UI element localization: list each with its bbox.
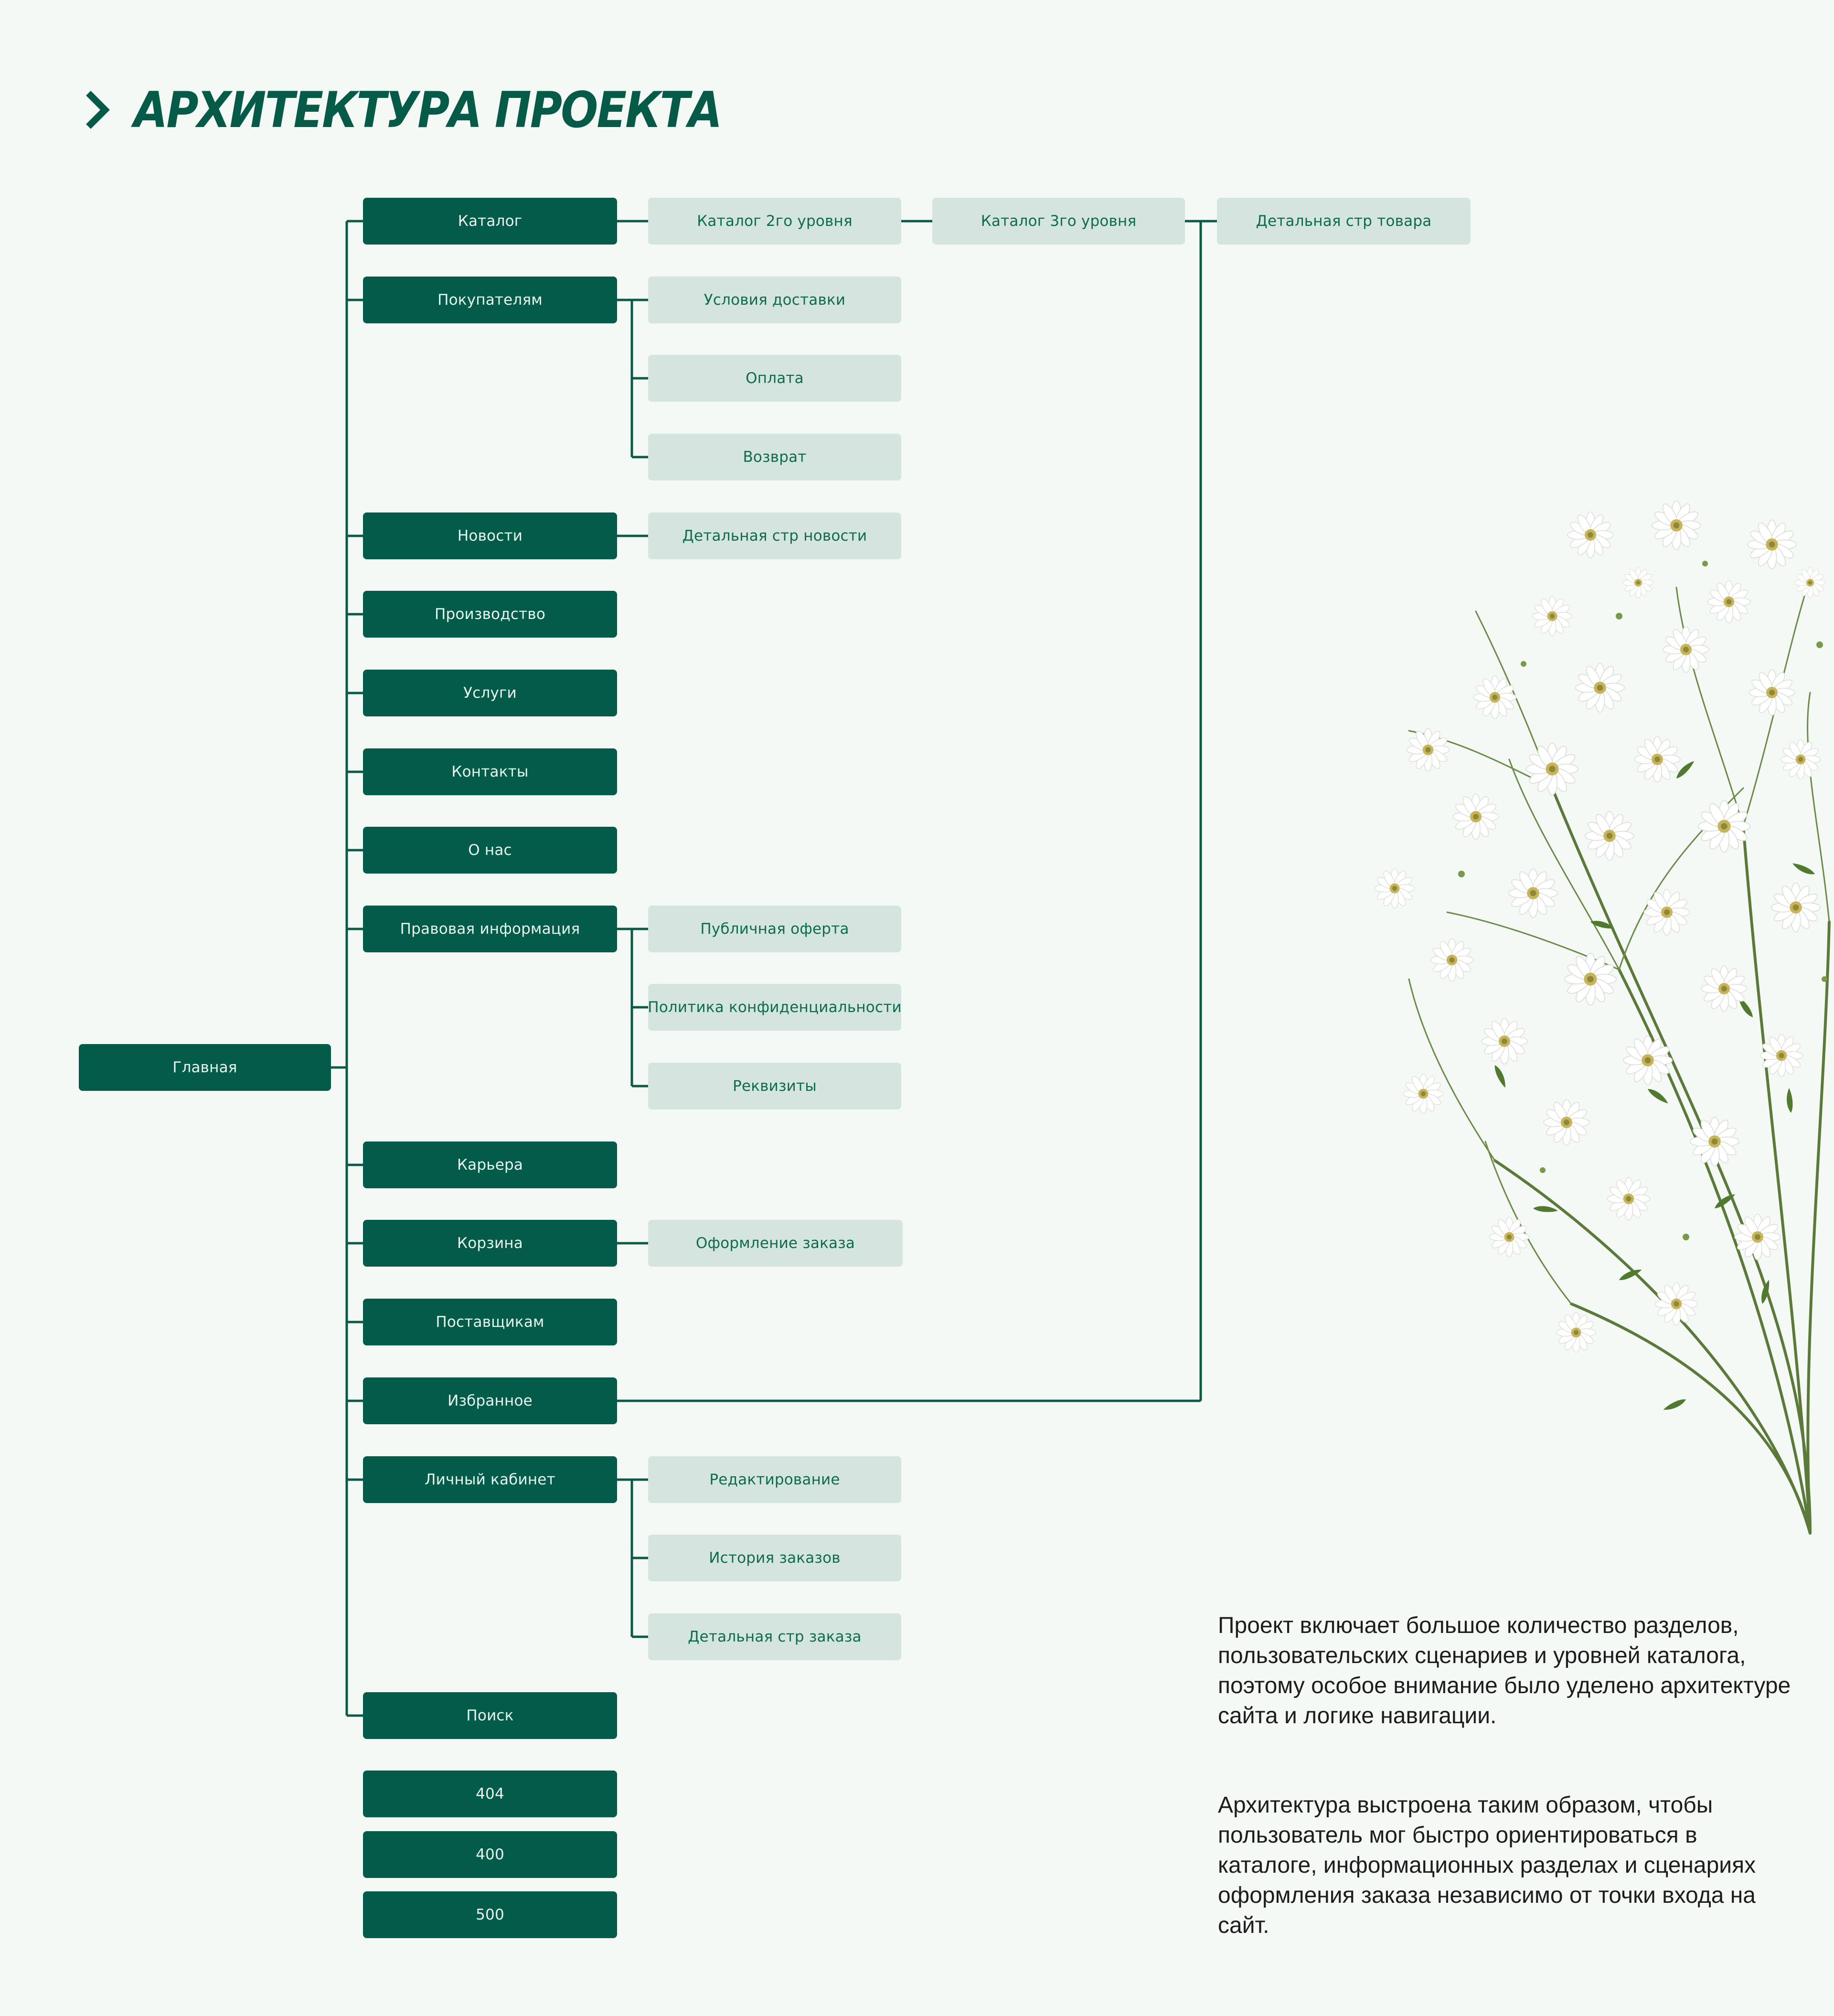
node-cart[interactable]: Корзина bbox=[363, 1220, 617, 1267]
node-root[interactable]: Главная bbox=[79, 1044, 331, 1091]
node-order-detail[interactable]: Детальная стр заказа bbox=[648, 1613, 901, 1660]
node-career[interactable]: Карьера bbox=[363, 1141, 617, 1188]
node-requisites[interactable]: Реквизиты bbox=[648, 1063, 901, 1109]
node-production[interactable]: Производство bbox=[363, 591, 617, 638]
node-payment[interactable]: Оплата bbox=[648, 355, 901, 402]
node-suppliers[interactable]: Поставщикам bbox=[363, 1299, 617, 1345]
node-public-offer[interactable]: Публичная оферта bbox=[648, 906, 901, 952]
node-account[interactable]: Личный кабинет bbox=[363, 1456, 617, 1503]
node-catalog[interactable]: Каталог bbox=[363, 198, 617, 245]
node-news-detail[interactable]: Детальная стр новости bbox=[648, 512, 901, 559]
node-error-400[interactable]: 400 bbox=[363, 1831, 617, 1878]
node-edit-profile[interactable]: Редактирование bbox=[648, 1456, 901, 1503]
node-returns[interactable]: Возврат bbox=[648, 434, 901, 480]
node-about[interactable]: О нас bbox=[363, 827, 617, 874]
chamomile-bouquet-illustration bbox=[1352, 492, 1834, 1543]
description-paragraph-1: Проект включает большое количество разделов, пользовательских сценариев и уровней каталога, поэтому особое внимание было уделено архитектуре сайта и логике навигации. bbox=[1218, 1613, 1791, 1728]
node-services[interactable]: Услуги bbox=[363, 670, 617, 716]
node-delivery-terms[interactable]: Условия доставки bbox=[648, 277, 901, 323]
node-error-404[interactable]: 404 bbox=[363, 1771, 617, 1817]
node-contacts[interactable]: Контакты bbox=[363, 748, 617, 795]
title-text: АРХИТЕКТУРА ПРОЕКТА bbox=[134, 81, 721, 139]
node-product-detail[interactable]: Детальная стр товара bbox=[1217, 198, 1471, 245]
page-title bbox=[86, 81, 721, 139]
node-catalog-level2[interactable]: Каталог 2го уровня bbox=[648, 198, 901, 245]
node-favorites[interactable]: Избранное bbox=[363, 1377, 617, 1424]
node-order-history[interactable]: История заказов bbox=[648, 1535, 901, 1581]
description-paragraph-2: Архитектура выстроена таким образом, чтобы пользователь мог быстро ориентироваться в каталоге, информационных разделах и сценариях оформления заказа независимо от точки входа на сайт. bbox=[1218, 1792, 1756, 1938]
node-customers[interactable]: Покупателям bbox=[363, 277, 617, 323]
node-checkout[interactable]: Оформление заказа bbox=[648, 1220, 903, 1267]
node-news[interactable]: Новости bbox=[363, 512, 617, 559]
node-error-500[interactable]: 500 bbox=[363, 1891, 617, 1938]
node-search[interactable]: Поиск bbox=[363, 1692, 617, 1739]
node-legal[interactable]: Правовая информация bbox=[363, 906, 617, 952]
node-catalog-level3[interactable]: Каталог 3го уровня bbox=[932, 198, 1185, 245]
node-privacy-policy[interactable]: Политика конфиденциальности bbox=[648, 984, 901, 1031]
chevron-right-icon bbox=[86, 91, 111, 129]
